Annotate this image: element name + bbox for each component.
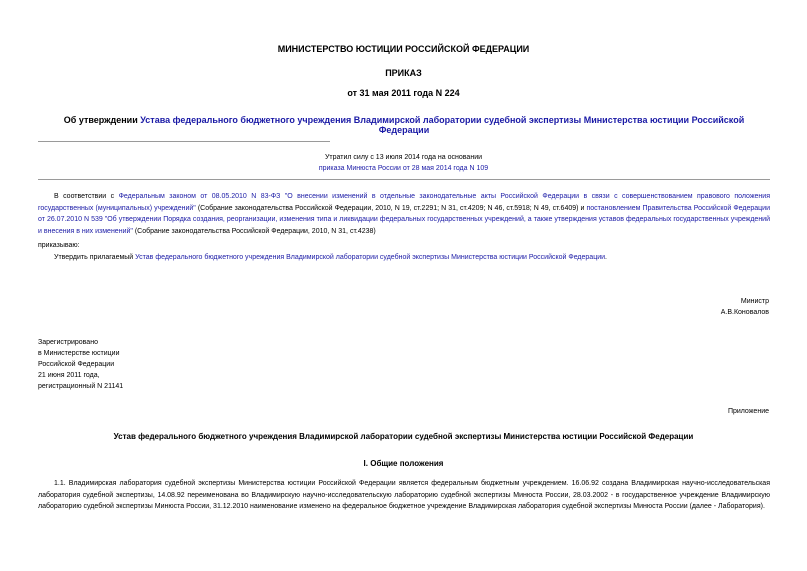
preamble-text-3: (Собрание законодательства Российской Федерации, 2010, N 31, ст.4238) (132, 227, 376, 235)
registration-line: регистрационный N 21141 (38, 383, 124, 390)
registration-block (38, 337, 123, 392)
doc-type-heading: ПРИКАЗ (385, 68, 422, 78)
divider-short (38, 141, 330, 142)
approve-line (54, 254, 607, 261)
divider-long (38, 179, 770, 180)
preamble-text-2: (Собрание законодательства Российской Федерации, 2010, N 19, ст.2291; N 31, ст.4209; N 46, ст.5918; N 49, ст.6409) и (195, 204, 587, 212)
paragraph-1-1: 1.1. Владимирская лаборатория судебной экспертизы Министерства юстиции Российской Федерации является федеральным бюджетным учреждением. 16.06.92 создана Владимирская научно-исследовательская лаборатория судебной экспертизы, 14.08.92 переименована во Владимирскую научно-исследовательскую лабораторию судебной экспертизы Минюста России, 28.03.2002 - в государственное учреждение Владимирскую лабораторию судебной экспертизы Минюста России, 31.12.2010 наименование изменено на федеральное бюджетное учреждение Владимирская лаборатория судебной экспертизы Минюста России (далее - Лаборатория). (38, 480, 770, 510)
charter-title: Устав федерального бюджетного учреждения Владимирской лаборатории судебной экспертизы Министерства юстиции Российской Федерации (113, 432, 694, 441)
lost-force-order-link[interactable]: приказа Минюста России от 28 мая 2014 года N 109 (318, 165, 489, 172)
approval-title (38, 115, 770, 135)
signature-name: А.В.Коновалов (720, 309, 769, 316)
signature-title: Министр (740, 298, 769, 305)
order-word: приказываю: (38, 242, 80, 249)
date-number-heading: от 31 мая 2011 года N 224 (347, 88, 460, 98)
section-heading: I. Общие положения (363, 459, 444, 468)
preamble-paragraph (38, 191, 770, 237)
lost-force-text: Утратил силу с 13 июля 2014 года на основании (324, 154, 483, 161)
approval-prefix: Об утверждении (63, 115, 141, 125)
registration-line: Зарегистрировано (38, 339, 98, 346)
ministry-heading: МИНИСТЕРСТВО ЮСТИЦИИ РОССИЙСКОЙ ФЕДЕРАЦИИ (277, 44, 530, 54)
approve-suffix: . (605, 254, 607, 261)
approve-prefix: Утвердить прилагаемый (54, 254, 136, 261)
registration-line: Российской Федерации (38, 361, 115, 368)
signature-block (721, 296, 769, 318)
government-resolution-link[interactable]: постановлением Правительства Российской Федерации от 26.07.2010 N 539 "Об утверждении Порядка создания, реорганизации, изменения типа и ликвидации федеральных государственных учреждений, а также утверждения уставов федеральных государственных учреждений и внесения в них изменений" (38, 204, 770, 235)
preamble-text-1: В соответствии с (54, 193, 119, 200)
registration-line: 21 июня 2011 года, (38, 372, 100, 379)
registration-line: в Министерстве юстиции (38, 350, 120, 357)
appendix-label: Приложение (727, 408, 769, 415)
approve-charter-link[interactable]: Устав федерального бюджетного учреждения Владимирской лаборатории судебной экспертизы Министерства юстиции Российской Федерации (135, 254, 606, 261)
charter-link[interactable]: Устава федерального бюджетного учреждения Владимирской лаборатории судебной экспертизы Министерства юстиции Российской Федерации (140, 115, 745, 135)
lost-force-note (0, 152, 807, 174)
federal-law-link[interactable]: Федеральным законом от 08.05.2010 N 83-ФЗ "О внесении изменений в отдельные законодательные акты Российской Федерации в связи с совершенствованием правового положения государственных (муниципальных) учреждений" (38, 193, 771, 212)
